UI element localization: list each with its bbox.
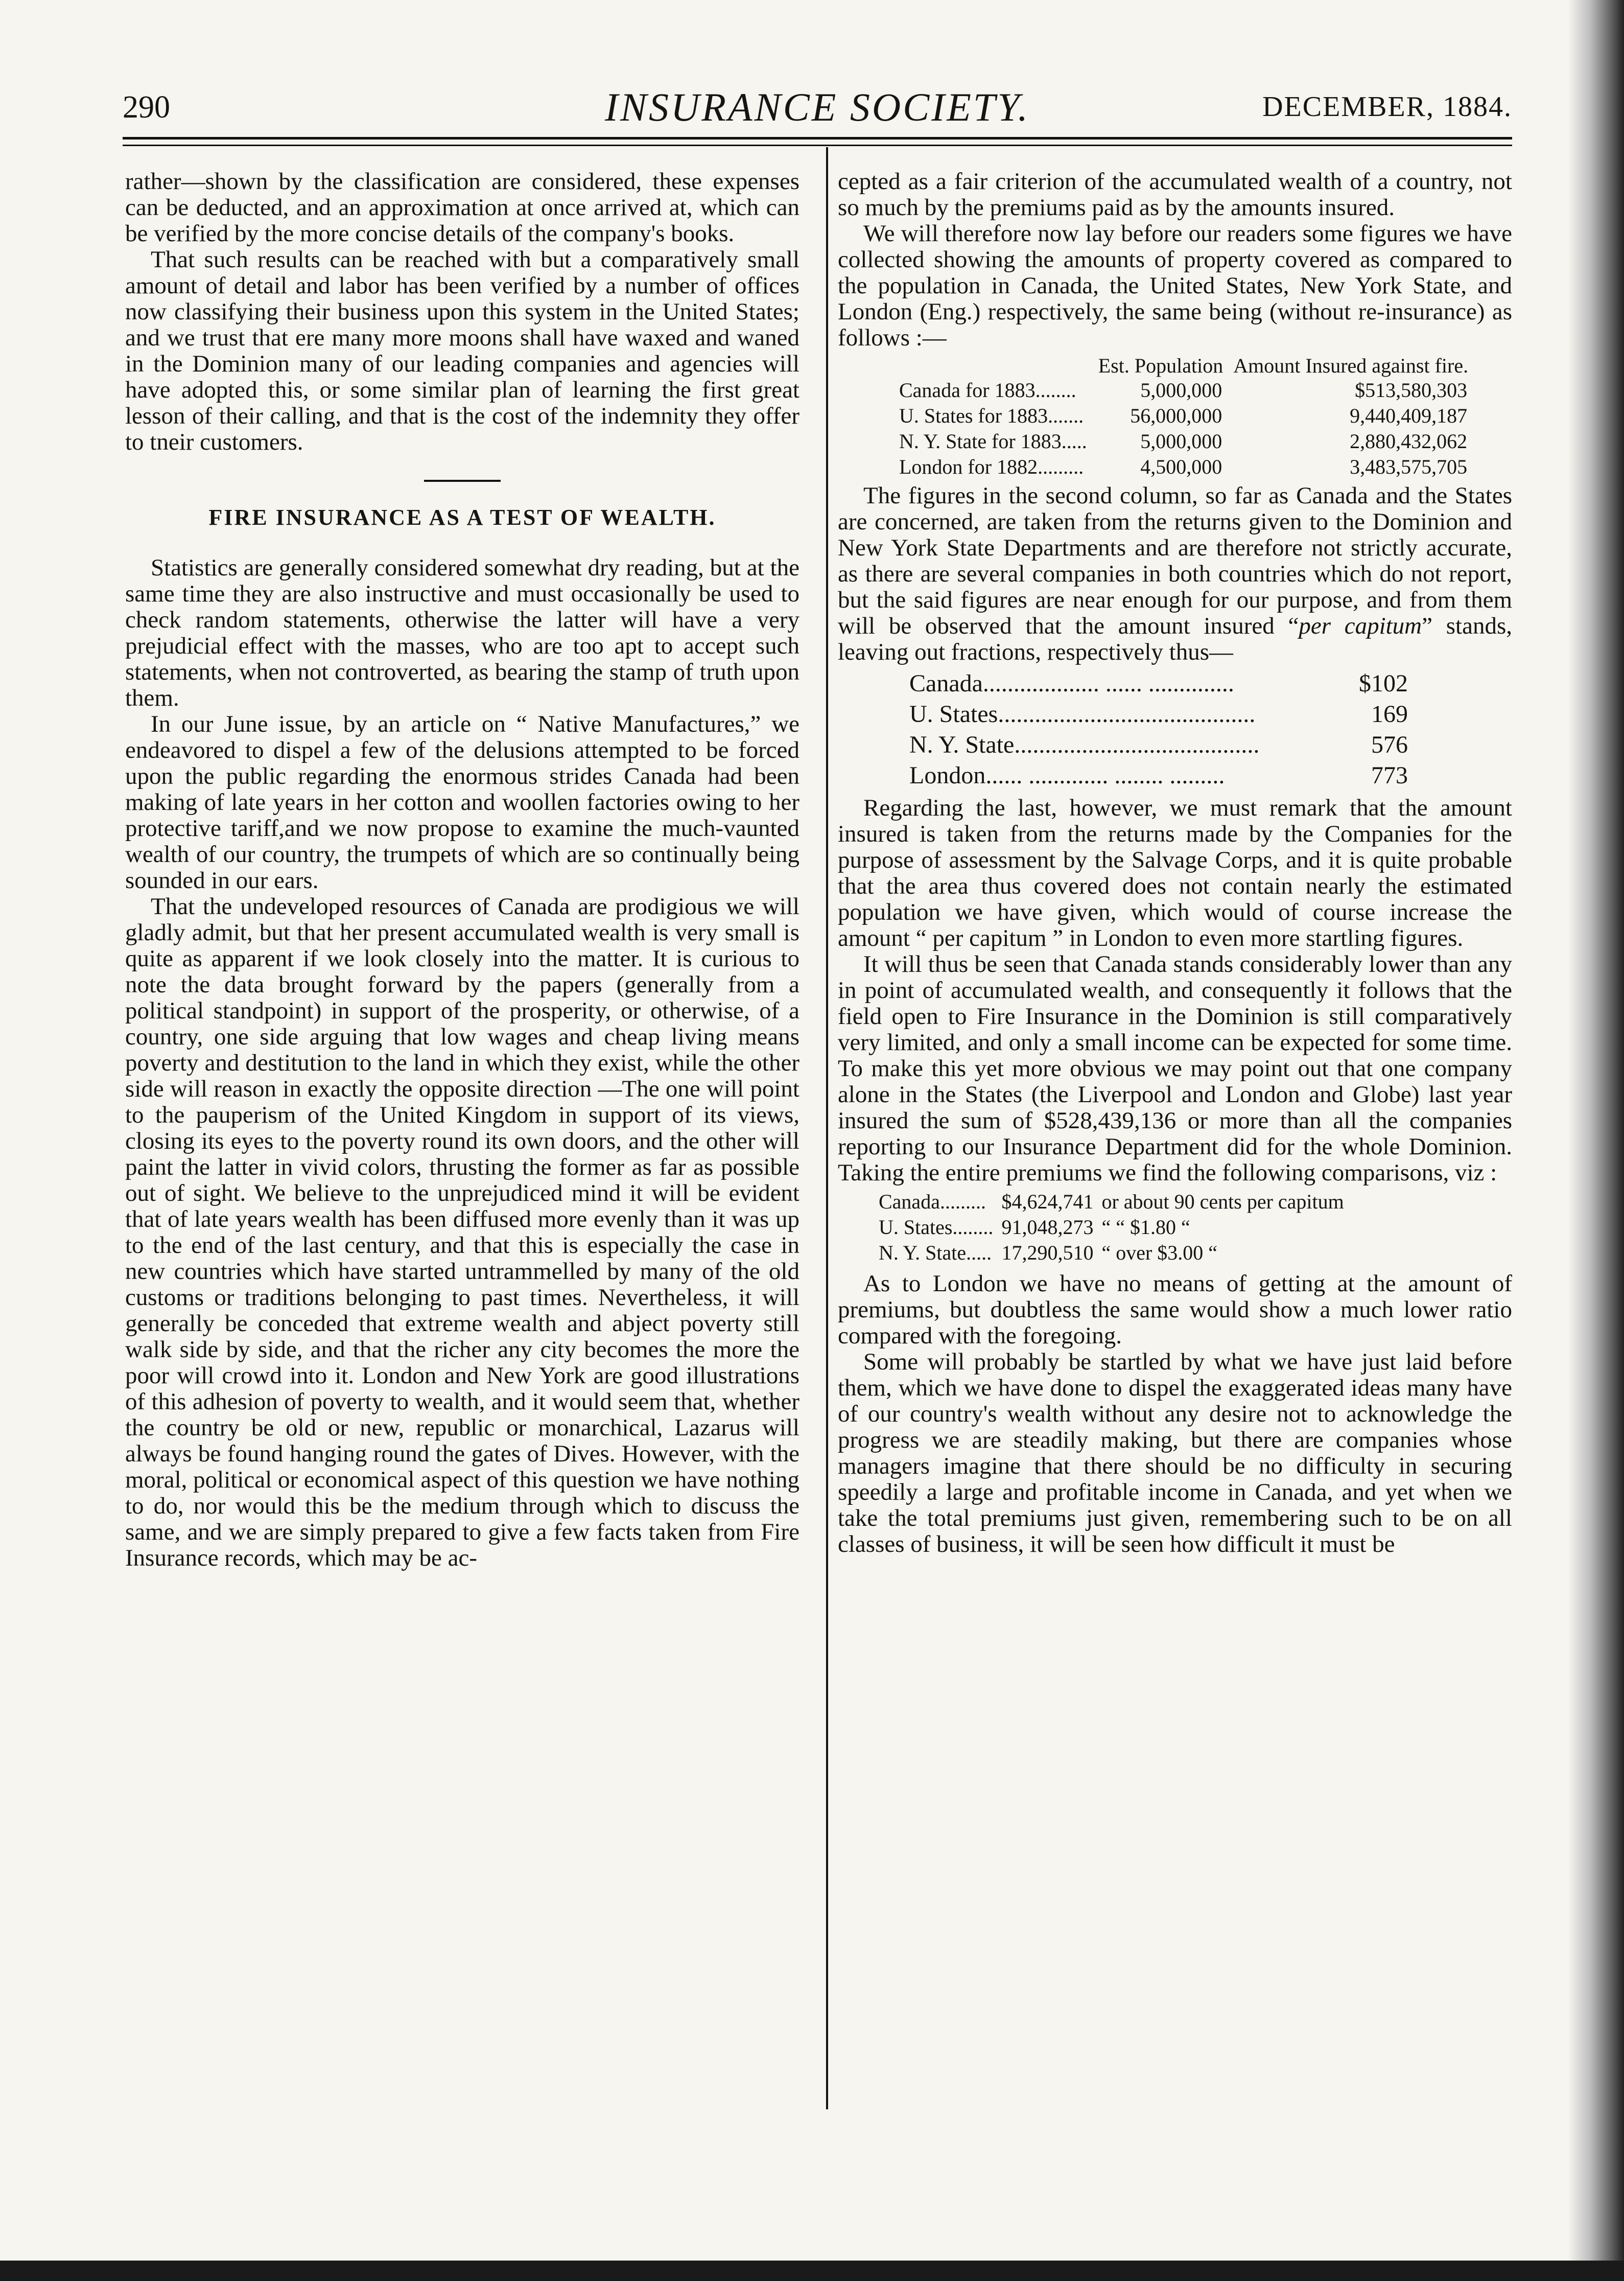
paragraph: We will therefore now lay before our readers some figures we have collected showing the amounts of property covered as compared to the population in Canada, the United States, New York State, and London (Eng.) respectively, the same being (without re-insurance) as follows :— bbox=[838, 220, 1512, 351]
table-cell: 169 bbox=[1371, 701, 1408, 728]
page-header bbox=[123, 84, 1512, 141]
table-header: Amount Insured against fire. bbox=[1233, 354, 1469, 377]
insured-amounts-table bbox=[899, 354, 1473, 480]
table-cell: U. States for 1883....... bbox=[899, 404, 1084, 427]
table-cell: 576 bbox=[1371, 731, 1408, 758]
table-cell: London...... ............. ........ ......... bbox=[909, 762, 1225, 789]
paragraph: That the undeveloped resources of Canada are prodigious we will gladly admit, but that her present accumulated wealth is very small is quite as apparent if we look closely into the matter. It is curious to note the data brought forward by the papers (generally from a political standpoint) in support of the prosperity, or otherwise, of a country, one side arguing that low wages and cheap living means poverty and destitution to the land in which they exist, while the other side will reason in exactly the opposite direction —The one will point to the pauperism of the United Kingdom in support of its views, closing its eyes to the poverty round its own doors, and the other will paint the latter in vivid colors, thrusting the former as far as possible out of sight. We believe to the unprejudiced mind it will be evident that of late years wealth has been diffused more evenly than it was up to the end of the last century, and that this is especially the case in new countries which have started untrammelled by many of the old customs or traditions belonging to past times. Nevertheless, it will generally be conceded that extreme wealth and abject poverty still walk side by side, and that the richer any city becomes the more the poor will crowd into it. London and New York are good illustrations of this adhesion of poverty to wealth, and it would seem that, whether the country be old or new, republic or monarchical, Lazarus will always be found hanging round the gates of Dives. However, with the moral, political or economical aspect of this question we have nothing to do, nor would this be the medium through which to discuss the same, and we are simply prepared to give a few facts taken from Fire Insurance records, which may be ac- bbox=[125, 893, 799, 1571]
header-rule-thin bbox=[123, 145, 1512, 146]
table-row bbox=[879, 1215, 1352, 1240]
paragraph: That such results can be reached with but a comparatively small amount of detail and labor has been verified by a number of offices now classifying their business upon this system in the United States; and we trust that ere many more moons shall have waxed and waned in the Dominion many of our leading companies and agencies will have adopted this, or some similar plan of learning the first great lesson of their calling, and that is the cost of the indemnity they offer to tneir customers. bbox=[125, 246, 799, 455]
scan-bottom-edge bbox=[0, 2261, 1624, 2281]
table-cell: “ “ $1.80 “ bbox=[1101, 1216, 1190, 1239]
table-cell: 5,000,000 bbox=[1140, 379, 1222, 402]
table-row bbox=[909, 760, 1408, 791]
premiums-table bbox=[879, 1189, 1352, 1266]
issue-date: DECEMBER, 1884. bbox=[1262, 91, 1512, 123]
page-edge-shadow bbox=[1568, 0, 1624, 2281]
table-row bbox=[899, 429, 1473, 454]
text-run: ” stands, leaving out fractions, respectively thus— bbox=[838, 613, 1512, 665]
left-column bbox=[125, 169, 799, 1571]
text-run: The figures in the second column, so far as Canada and the States are concerned, are taken from the returns given to the Dominion and New York State Departments and are therefore not strictly accurate, as there are several companies in both countries which do not report, but the said figures are near enough for our purpose, and from them will be observed that the amount insured “ bbox=[838, 482, 1512, 639]
table-row bbox=[879, 1240, 1352, 1266]
table-row bbox=[899, 378, 1473, 403]
table-cell: 4,500,000 bbox=[1140, 455, 1222, 478]
section-title: FIRE INSURANCE AS A TEST OF WEALTH. bbox=[208, 505, 716, 530]
table-cell: N. Y. State..... bbox=[879, 1241, 992, 1264]
table-cell: 9,440,409,187 bbox=[1350, 404, 1468, 427]
table-cell: 773 bbox=[1371, 762, 1408, 789]
paragraph: It will thus be seen that Canada stands considerably lower than any in point of accumulated wealth, and consequently it follows that the field open to Fire Insurance in the Dominion is still comparatively very limited, and only a small income can be expected for some time. To make this yet more obvious we may point out that one company alone in the States (the Liverpool and London and Globe) last year insured the sum of $528,439,136 or more than all the companies reporting to our Insurance Department did for the whole Dominion. Taking the entire premiums we find the following comparisons, viz : bbox=[838, 951, 1512, 1186]
table-cell: Canada................... ...... .............. bbox=[909, 670, 1234, 697]
table-cell: 3,483,575,705 bbox=[1350, 455, 1468, 478]
column-divider bbox=[826, 147, 828, 2109]
table-cell: Canada for 1883........ bbox=[899, 379, 1076, 402]
table-cell: $4,624,741 bbox=[1001, 1190, 1094, 1213]
table-row bbox=[899, 403, 1473, 429]
paragraph: Regarding the last, however, we must remark that the amount insured is taken from the returns made by the Companies for the purpose of assessment by the Salvage Corps, and it is quite probable that the area thus covered does not contain nearly the estimated population we have given, which would of course increase the amount “ per capitum ” in London to even more startling figures. bbox=[838, 795, 1512, 951]
table-cell: N. Y. State for 1883..... bbox=[899, 430, 1087, 453]
table-row bbox=[909, 699, 1408, 730]
per-capitum-table bbox=[909, 668, 1408, 791]
table-header-blank bbox=[899, 354, 1093, 378]
journal-title: INSURANCE SOCIETY. bbox=[605, 85, 1030, 129]
italic-text: per capitum bbox=[1299, 613, 1422, 639]
paragraph: Some will probably be startled by what we have just laid before them, which we have done to dispel the exaggerated ideas many have of our country's wealth without any desire not to acknowledge the progress we are steadily making, but there are companies whose managers imagine that there should be no difficulty in securing speedily a large and profitable income in Canada, and yet when we take the total premiums just given, remembering such to be on all classes of business, it will be seen how difficult it must be bbox=[838, 1348, 1512, 1557]
table-cell: 17,290,510 bbox=[1001, 1241, 1094, 1264]
table-header: Est. Population bbox=[1098, 354, 1223, 377]
paragraph: Statistics are generally considered somewhat dry reading, but at the same time they are also instructive and must occasionally be used to check random statements, otherwise the latter will have a very prejudicial effect with the masses, who are too apt to accept such statements, when not controverted, as bearing the stamp of truth upon them. bbox=[125, 554, 799, 711]
table-cell: London for 1882......... bbox=[899, 455, 1084, 478]
table-row bbox=[899, 454, 1473, 480]
table-cell: $513,580,303 bbox=[1355, 379, 1468, 402]
table-cell: 5,000,000 bbox=[1140, 430, 1222, 453]
table-row bbox=[879, 1189, 1352, 1215]
paragraph: As to London we have no means of getting at the amount of premiums, but doubtless the same would show a much lower ratio compared with the foregoing. bbox=[838, 1270, 1512, 1349]
table-row bbox=[909, 668, 1408, 699]
table-cell: “ over $3.00 “ bbox=[1101, 1241, 1218, 1264]
section-separator bbox=[424, 480, 501, 482]
paragraph: cepted as a fair criterion of the accumulated wealth of a country, not so much by the premiums paid as by the amounts insured. bbox=[838, 168, 1512, 221]
page-number: 290 bbox=[123, 90, 170, 125]
table-cell: 91,048,273 bbox=[1001, 1216, 1094, 1239]
table-cell: Canada......... bbox=[879, 1190, 986, 1213]
table-cell: or about 90 cents per capitum bbox=[1101, 1190, 1344, 1213]
paragraph: rather—shown by the classification are considered, these expenses can be deducted, and an approximation at once arrived at, which can be verified by the more concise details of the company's books. bbox=[125, 168, 799, 247]
paragraph: In our June issue, by an article on “ Native Manufactures,” we endeavored to dispel a few of the delusions attempted to be forced upon the public regarding the enormous strides Canada had been making of late years in her cotton and woollen factories owing to her protective tariff,and we now propose to examine the much-vaunted wealth of our country, the trumpets of which are so continually being sounded in our ears. bbox=[125, 711, 799, 894]
right-column bbox=[838, 169, 1512, 1557]
table-cell: 56,000,000 bbox=[1130, 404, 1222, 427]
table-row bbox=[909, 730, 1408, 760]
table-cell: $102 bbox=[1359, 670, 1408, 697]
paragraph bbox=[838, 483, 1512, 665]
table-cell: U. States........ bbox=[879, 1216, 994, 1239]
table-cell: N. Y. State........................................ bbox=[909, 731, 1260, 758]
table-cell: 2,880,432,062 bbox=[1350, 430, 1468, 453]
header-rule bbox=[123, 137, 1512, 139]
table-cell: U. States.......................................... bbox=[909, 701, 1256, 728]
